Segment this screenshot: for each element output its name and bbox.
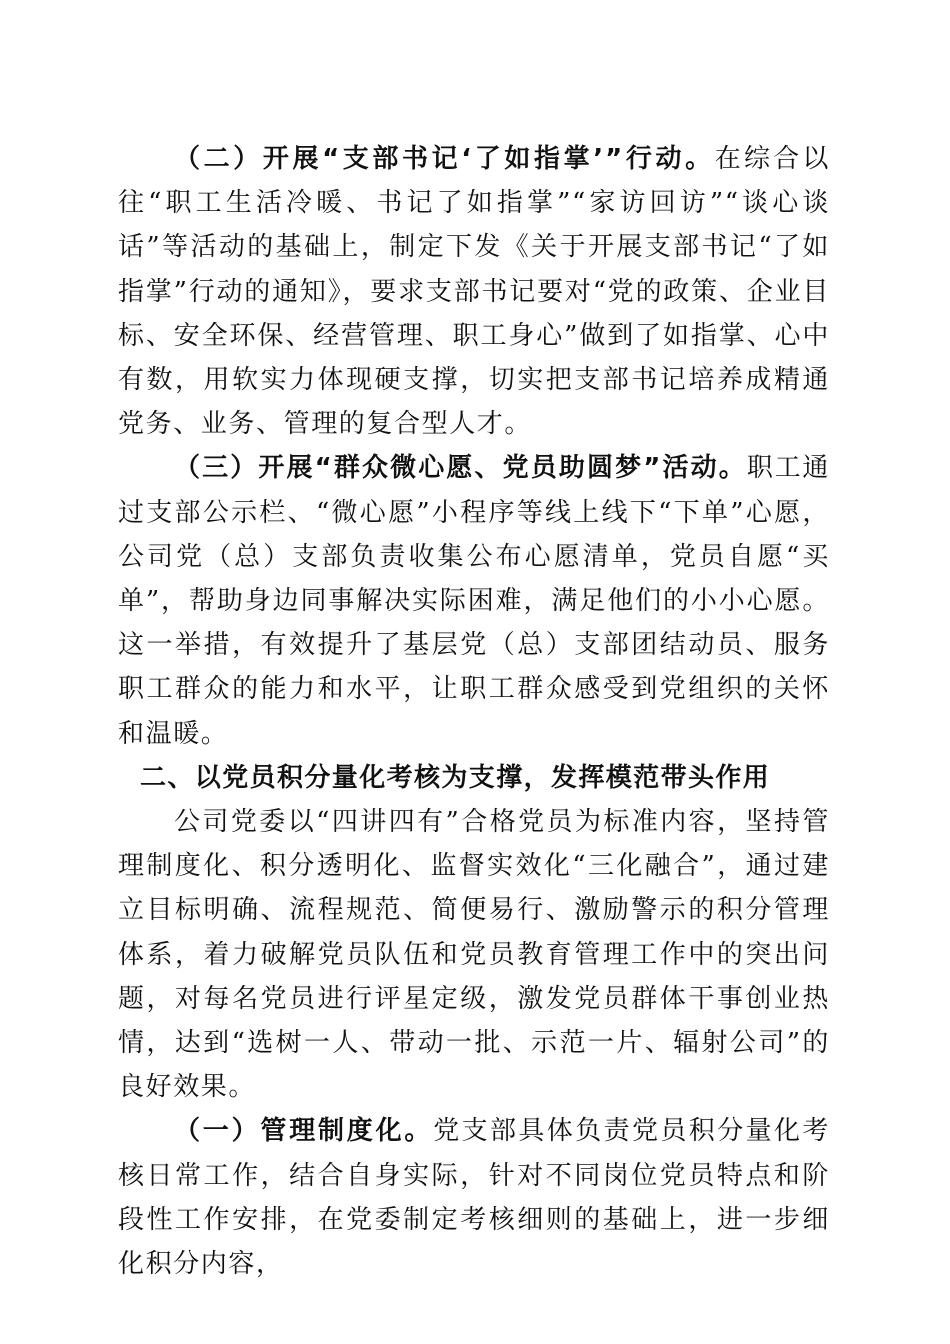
paragraph-wish-activity <box>118 446 830 755</box>
paragraph-body: 在综合以往“职工生活冷暖、书记了如指掌”“家访回访”“谈心谈话”等活动的基础上，制定下发《关于开展支部书记“了如指掌”行动的通知》，要求支部书记要对“党的政策、企业目标、安全环保、经营管理、职工身心”做到了如指掌、心中有数，用软实力体现硬支撑，切实把支部书记培养成精通党务、业务、管理的复合型人才。 <box>118 144 830 440</box>
document-page <box>118 137 830 1286</box>
paragraph-body: 公司党委以“四讲四有”合格党员为标准内容，坚持管理制度化、积分透明化、监督实效化“三化融合”，通过建立目标明确、流程规范、简便易行、激励警示的积分管理体系，着力破解党员队伍和党员教育管理工作中的突出问题，对每名党员进行评星定级，激发党员群体干事创业热情，达到“选树一人、带动一批、示范一片、辐射公司”的良好效果。 <box>118 807 830 1103</box>
paragraph-secretary-action <box>118 137 830 446</box>
paragraph-body: 党支部具体负责党员积分量化考核日常工作，结合自身实际，针对不同岗位党员特点和阶段性工作安排，在党委制定考核细则的基础上，进一步细化积分内容， <box>118 1116 830 1280</box>
paragraph-management <box>118 1109 830 1286</box>
paragraph-body: 职工通过支部公示栏、“微心愿”小程序等线上线下“下单”心愿，公司党（总）支部负责收集公布心愿清单，党员自愿“买单”，帮助身边同事解决实际困难，满足他们的小小心愿。这一举措，有效提升了基层党（总）支部团结动员、服务职工群众的能力和水平，让职工群众感受到党组织的关怀和温暖。 <box>118 453 830 749</box>
paragraph-party-committee <box>118 800 830 1109</box>
section-heading: 二、以党员积分量化考核为支撑，发挥模范带头作用 <box>140 762 771 793</box>
paragraph-lead: （二）开展“支部书记‘了如指掌’”行动。 <box>174 144 715 174</box>
paragraph-lead: （一）管理制度化。 <box>174 1116 434 1147</box>
paragraph-lead: （三）开展“群众微心愿、党员助圆梦”活动。 <box>174 453 747 484</box>
